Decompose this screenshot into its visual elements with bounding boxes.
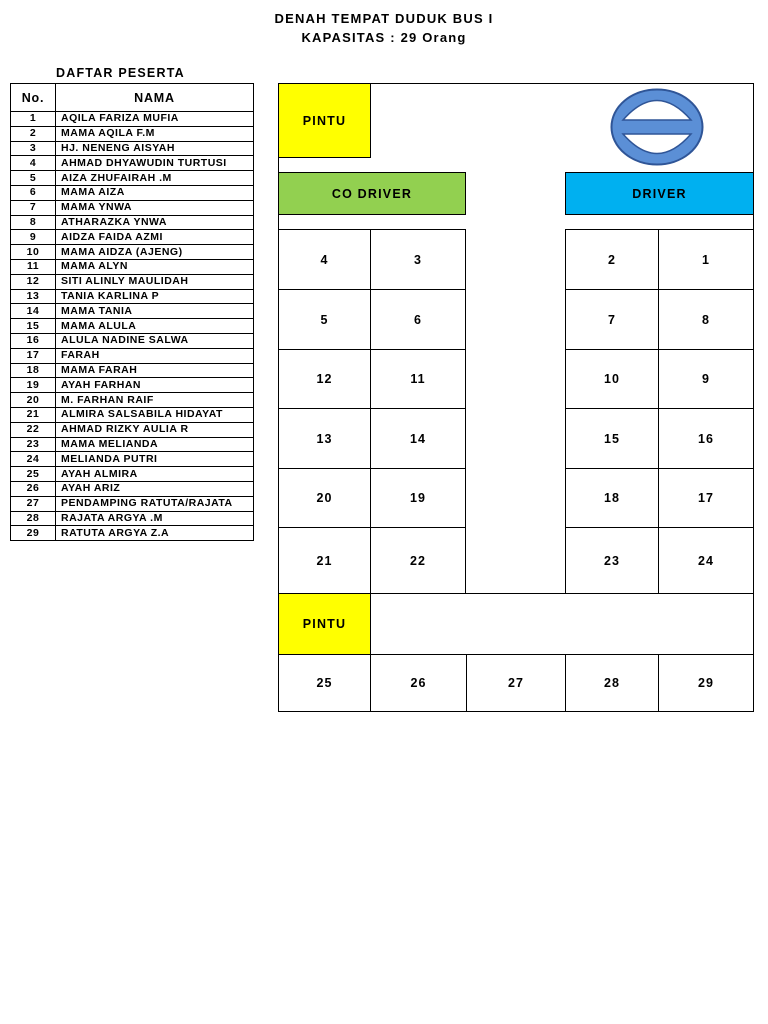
bus-outline-left [278,157,279,173]
table-row [11,437,254,452]
participant-number: 11 [11,259,56,274]
participant-name: MAMA FARAH [56,363,254,378]
participant-name: RAJATA ARGYA .M [56,511,254,526]
participant-list-title: DAFTAR PESERTA [56,66,185,80]
seat-20: 20 [278,468,371,528]
seat-23: 23 [565,527,659,594]
table-row [11,200,254,215]
table-row [11,363,254,378]
participant-name: M. FARHAN RAIF [56,393,254,408]
participant-name: ATHARAZKA YNWA [56,215,254,230]
table-row [11,452,254,467]
participant-number: 17 [11,348,56,363]
seat-27: 27 [466,654,566,712]
participant-number: 27 [11,496,56,511]
middle-door-label: PINTU [302,617,347,631]
seat-21: 21 [278,527,371,594]
table-row [11,156,254,171]
participant-table [10,83,254,541]
seat-6: 6 [370,289,466,350]
participant-number: 22 [11,422,56,437]
seat-7: 7 [565,289,659,350]
seat-18: 18 [565,468,659,528]
seat-25: 25 [278,654,371,712]
participant-name: RATUTA ARGYA Z.A [56,526,254,541]
seat-19: 19 [370,468,466,528]
table-header-row [11,84,254,112]
table-row [11,511,254,526]
table-row [11,141,254,156]
front-door-label: PINTU [302,113,347,128]
co-driver-seat [278,172,466,215]
column-header-name: NAMA [56,84,254,112]
participant-name: ALULA NADINE SALWA [56,333,254,348]
participant-name: MAMA ALULA [56,319,254,334]
seat-10: 10 [565,349,659,409]
table-row [11,348,254,363]
table-row [11,171,254,186]
column-header-no: No. [11,84,56,112]
table-row [11,378,254,393]
table-row [11,304,254,319]
participant-name: HJ. NENENG AISYAH [56,141,254,156]
table-row [11,526,254,541]
seat-12: 12 [278,349,371,409]
table-row [11,289,254,304]
participant-name: AYAH ALMIRA [56,467,254,482]
participant-number: 24 [11,452,56,467]
participant-number: 13 [11,289,56,304]
seat-17: 17 [658,468,754,528]
seat-4: 4 [278,229,371,290]
participant-number: 5 [11,171,56,186]
participant-name: MAMA AQILA F.M [56,126,254,141]
seat-22: 22 [370,527,466,594]
participant-number: 9 [11,230,56,245]
table-row [11,112,254,127]
table-row [11,393,254,408]
participant-number: 23 [11,437,56,452]
table-row [11,245,254,260]
participant-name: MELIANDA PUTRI [56,452,254,467]
table-row [11,422,254,437]
participant-name: AYAH FARHAN [56,378,254,393]
participant-name: PENDAMPING RATUTA/RAJATA [56,496,254,511]
participant-table-body [11,112,254,541]
seat-8: 8 [658,289,754,350]
participant-number: 4 [11,156,56,171]
table-row [11,333,254,348]
participant-number: 3 [11,141,56,156]
table-row [11,230,254,245]
seat-9: 9 [658,349,754,409]
participant-number: 29 [11,526,56,541]
participant-name: TANIA KARLINA P [56,289,254,304]
table-row [11,481,254,496]
seat-15: 15 [565,408,659,469]
driver-label: DRIVER [632,186,687,201]
seat-24: 24 [658,527,754,594]
seat-1: 1 [658,229,754,290]
participant-name: AQILA FARIZA MUFIA [56,112,254,127]
participant-number: 1 [11,112,56,127]
participant-number: 10 [11,245,56,260]
participant-name: SITI ALINLY MAULIDAH [56,274,254,289]
participant-name: MAMA YNWA [56,200,254,215]
participant-name: MAMA AIZA [56,185,254,200]
seat-16: 16 [658,408,754,469]
bus-outline-right-2 [753,215,754,230]
seat-5: 5 [278,289,371,350]
seat-29: 29 [658,654,754,712]
page-title: DENAH TEMPAT DUDUK BUS I [274,11,494,26]
table-row [11,319,254,334]
participant-number: 14 [11,304,56,319]
participant-name: FARAH [56,348,254,363]
participant-name: MAMA ALYN [56,259,254,274]
participant-name: AHMAD DHYAWUDIN TURTUSI [56,156,254,171]
participant-number: 7 [11,200,56,215]
steering-wheel-icon [609,87,705,167]
middle-door-right-line [753,593,754,655]
participant-number: 20 [11,393,56,408]
participant-name: AIDZA FAIDA AZMI [56,230,254,245]
participant-number: 12 [11,274,56,289]
participant-number: 15 [11,319,56,334]
bus-outline-top [370,83,754,84]
participant-name: MAMA TANIA [56,304,254,319]
table-row [11,467,254,482]
participant-name: AHMAD RIZKY AULIA R [56,422,254,437]
participant-name: AYAH ARIZ [56,481,254,496]
table-row [11,126,254,141]
table-row [11,496,254,511]
co-driver-label: CO DRIVER [331,186,413,201]
driver-seat [565,172,754,215]
middle-door-top-line [370,593,754,594]
seat-11: 11 [370,349,466,409]
participant-number: 8 [11,215,56,230]
participant-number: 6 [11,185,56,200]
middle-door [278,593,371,655]
capacity-label: KAPASITAS : 29 Orang [301,30,467,45]
participant-number: 26 [11,481,56,496]
seat-13: 13 [278,408,371,469]
participant-number: 2 [11,126,56,141]
bus-outline-left-2 [278,215,279,230]
seat-3: 3 [370,229,466,290]
seat-26: 26 [370,654,467,712]
participant-number: 18 [11,363,56,378]
participant-number: 19 [11,378,56,393]
table-row [11,185,254,200]
table-row [11,274,254,289]
participant-name: ALMIRA SALSABILA HIDAYAT [56,407,254,422]
participant-number: 16 [11,333,56,348]
table-row [11,215,254,230]
seat-14: 14 [370,408,466,469]
bus-outline-right [753,83,754,172]
participant-name: AIZA ZHUFAIRAH .M [56,171,254,186]
participant-number: 25 [11,467,56,482]
participant-number: 21 [11,407,56,422]
table-row [11,259,254,274]
seat-28: 28 [565,654,659,712]
table-row [11,407,254,422]
seat-2: 2 [565,229,659,290]
participant-name: MAMA MELIANDA [56,437,254,452]
participant-name: MAMA AIDZA (AJENG) [56,245,254,260]
front-door [278,83,371,158]
participant-number: 28 [11,511,56,526]
